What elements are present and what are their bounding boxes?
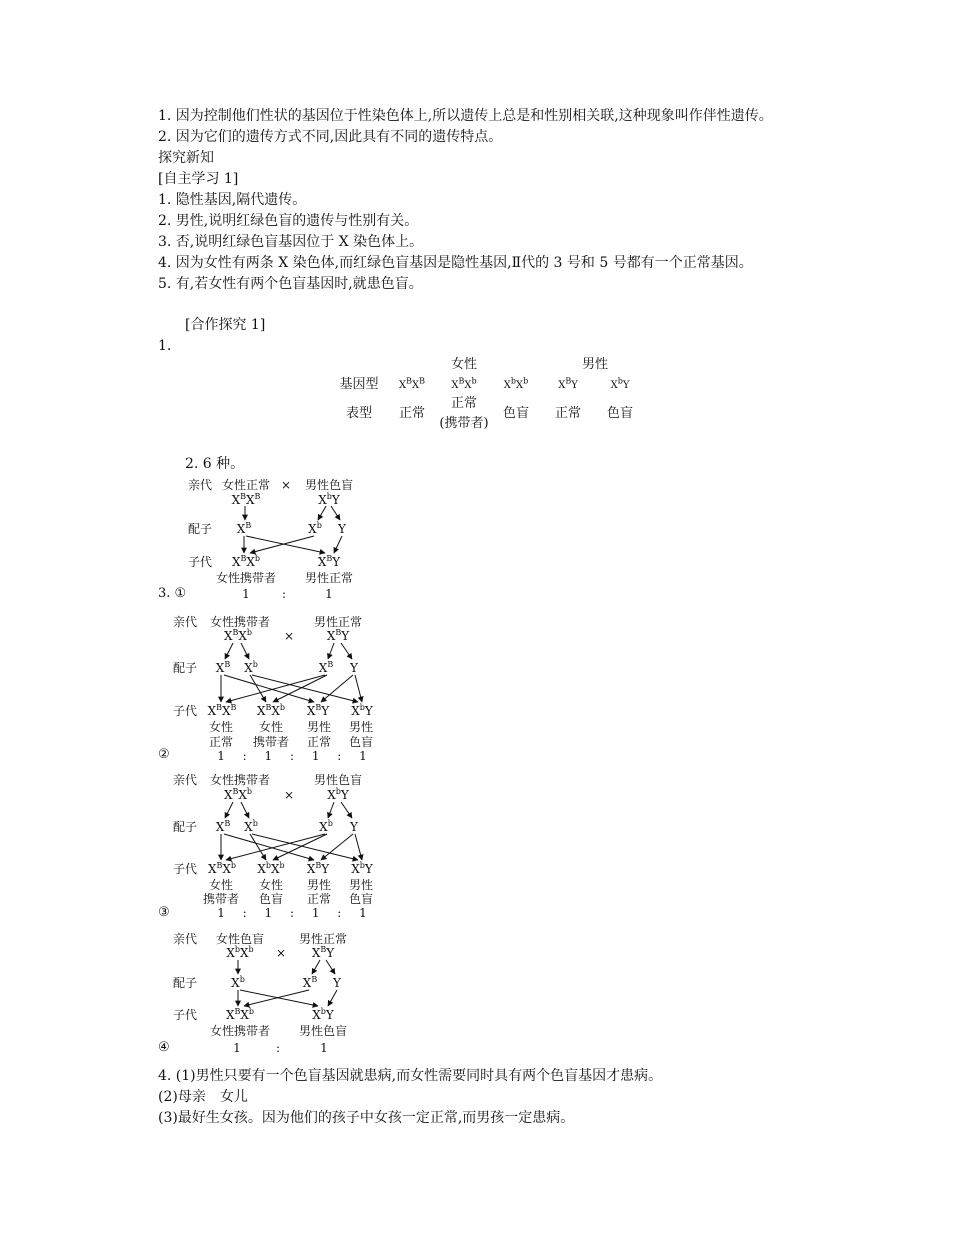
female-parent-label: 女性正常 [221,478,271,492]
phenotype-cell: 正常 [450,396,478,411]
gamete: $X^B$ [215,819,231,834]
offspring-phenotype: 色盲 [258,892,284,906]
offspring-phenotype: 携带者 [252,735,290,749]
offspring-phenotype: 女性携带者 [209,1024,271,1038]
offspring-sex: 女性 [258,720,284,734]
genotype: $X^BY$ [326,628,350,643]
offspring-sex: 男性 [306,878,332,892]
offspring-genotype: $X^BY$ [317,554,341,569]
offspring-genotype: $X^BX^b$ [256,703,286,718]
parent-label: 亲代 [173,615,198,629]
gamete: $X^b$ [244,660,258,675]
genotype-cell: $X^BY$ [558,376,578,391]
genotype: $X^bY$ [327,787,349,802]
offspring-genotype: $X^bY$ [351,861,373,876]
cross-symbol: × [283,788,295,802]
gamete: $X^b$ [319,819,333,834]
gamete: $X^B$ [302,975,318,990]
offspring-sex: 男性 [306,720,332,734]
answer-4-1: 4. (1)男性只要有一个色盲基因就患病,而女性需要同时具有两个色盲基因才患病。 [158,1068,663,1084]
gamete: Y [350,661,358,675]
ratio-separator: : [275,1041,281,1055]
child-label: 子代 [173,862,198,876]
genotype-row-label: 基因型 [339,377,379,392]
offspring-phenotype: 色盲 [348,892,374,906]
phenotype-cell-note: (携带者) [439,416,489,431]
ratio-separator: : [281,587,287,601]
gamete: Y [350,820,358,834]
male-parent-label: 男性正常 [298,932,348,946]
cross-symbol: × [280,478,292,492]
offspring-sex: 男性 [348,878,374,892]
gamete: $X^B$ [236,521,252,536]
gamete-label: 配子 [173,661,198,675]
female-parent-label: 女性色盲 [215,932,265,946]
phenotype-cell: 色盲 [606,406,634,421]
ratio-value: 1 [242,587,250,601]
genotype-cell: $X^bX^b$ [503,376,529,391]
coop-question-2: 2. 6 种。 [185,456,245,472]
answer-1: 1. 隐性基因,隔代遗传。 [158,192,307,208]
phenotype-cell: 正常 [398,406,426,421]
phenotype-cell: 色盲 [502,406,530,421]
answer-2: 2. 男性,说明红绿色盲的遗传与性别有关。 [158,213,419,229]
phenotype-row-label: 表型 [345,406,373,421]
offspring-phenotype: 色盲 [348,735,374,749]
case-3-label: ③ [158,905,170,920]
offspring-genotype: $X^bY$ [312,1007,334,1022]
offspring-phenotype: 正常 [208,735,234,749]
answer-4-3: (3)最好生女孩。因为他们的孩子中女孩一定正常,而男孩一定患病。 [158,1110,575,1126]
gamete: $X^b$ [308,521,322,536]
offspring-genotype: $X^BY$ [306,861,330,876]
offspring-phenotype: 男性正常 [304,571,354,585]
male-header: 男性 [581,357,609,372]
gamete: $X^B$ [318,660,334,675]
offspring-genotype: $X^BY$ [306,703,330,718]
intro-line-2: 2. 因为它们的遗传方式不同,因此具有不同的遗传特点。 [158,129,503,145]
coop-question-1: 1. [158,338,172,354]
parent-label: 亲代 [188,478,213,492]
offspring-genotype: $X^BX^b$ [231,554,261,569]
genotype: $X^BX^b$ [223,628,253,643]
offspring-phenotype: 男性色盲 [298,1024,348,1038]
offspring-sex: 男性 [348,720,374,734]
male-parent-label: 男性正常 [313,615,363,629]
offspring-genotype: $X^BX^B$ [207,703,237,718]
case-4-label: ④ [158,1040,170,1055]
offspring-phenotype: 女性携带者 [215,571,277,585]
genotype: $X^bY$ [318,492,340,507]
ratio: 1 : 1 : 1 : 1 [217,906,367,920]
female-parent-label: 女性携带者 [209,615,271,629]
ratio-value: 1 [320,1041,328,1055]
genotype: $X^BX^b$ [223,787,253,802]
gamete: Y [333,976,341,990]
intro-line-1: 1. 因为控制他们性状的基因位于性染色体上,所以遗传上总是和性别相关联,这种现象叫作伴性遗传。 [158,108,773,124]
genotype: $X^bX^b$ [226,945,254,960]
offspring-genotype: $X^BX^b$ [207,861,237,876]
genotype: $X^BX^B$ [231,492,261,507]
ratio: 1 : 1 : 1 : 1 [217,749,367,763]
gamete: Y [338,522,346,536]
offspring-sex: 女性 [258,878,284,892]
child-label: 子代 [173,1008,198,1022]
answer-3: 3. 否,说明红绿色盲基因位于 X 染色体上。 [158,234,424,250]
gamete: $X^b$ [244,819,258,834]
child-label: 子代 [173,704,198,718]
child-label: 子代 [188,555,213,569]
cross-symbol: × [283,629,295,643]
coop-heading: [合作探究 1] [185,317,266,333]
phenotype-cell: 正常 [554,406,582,421]
female-header: 女性 [450,357,478,372]
offspring-sex: 女性 [208,720,234,734]
answer-4: 4. 因为女性有两条 X 染色体,而红绿色盲基因是隐性基因,Ⅱ代的 3 号和 5 号都有一个正常基因。 [158,255,753,271]
answer-4-2: (2)母亲 女儿 [158,1089,248,1105]
gamete: $X^B$ [215,660,231,675]
section-heading: 探究新知 [158,150,214,166]
gamete-label: 配子 [173,820,198,834]
gamete-label: 配子 [173,976,198,990]
gamete: $X^b$ [231,975,245,990]
genotype-cell: $X^BX^b$ [451,376,477,391]
male-parent-label: 男性色盲 [304,478,354,492]
offspring-phenotype: 正常 [306,892,332,906]
female-parent-label: 女性携带者 [209,773,271,787]
genotype-cell: $X^BX^B$ [398,376,426,391]
offspring-genotype: $X^bY$ [351,703,373,718]
parent-label: 亲代 [173,932,198,946]
offspring-sex: 女性 [208,878,234,892]
parent-label: 亲代 [173,773,198,787]
offspring-genotype: $X^bX^b$ [257,861,285,876]
ratio-value: 1 [233,1041,241,1055]
ratio-value: 1 [325,587,333,601]
cross-symbol: × [275,946,287,960]
offspring-genotype: $X^BX^b$ [225,1007,255,1022]
gamete-label: 配子 [188,522,213,536]
offspring-phenotype: 携带者 [202,892,240,906]
case-2-label: ② [158,747,170,762]
male-parent-label: 男性色盲 [313,773,363,787]
genotype: $X^BY$ [311,945,335,960]
self-study-heading: [自主学习 1] [158,171,239,187]
question-3-label: 3. ① [158,586,187,601]
offspring-phenotype: 正常 [306,735,332,749]
answer-5: 5. 有,若女性有两个色盲基因时,就患色盲。 [158,276,423,292]
genotype-cell: $X^bY$ [610,376,630,391]
